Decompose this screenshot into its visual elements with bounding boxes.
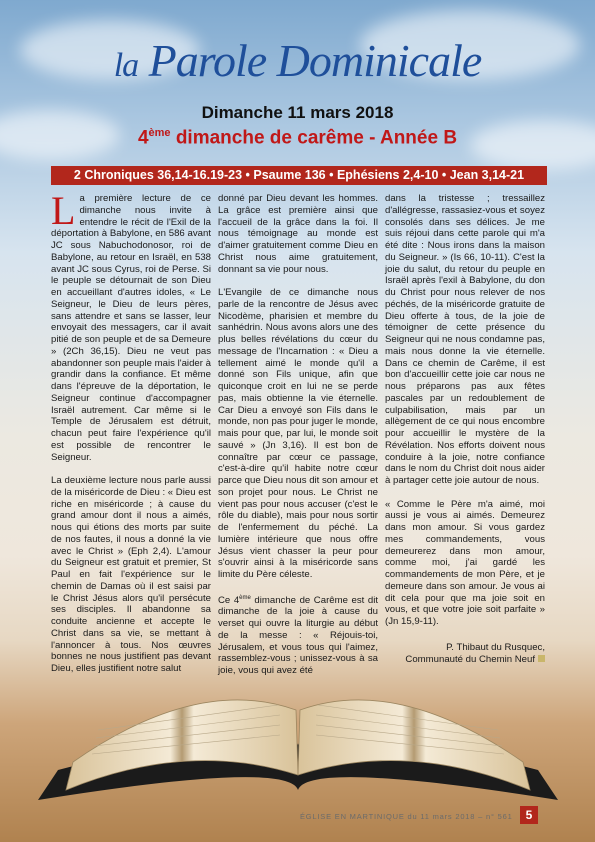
paragraph: donné par Dieu devant les hommes. La grâce est première ainsi que l'accueil de la grâce dans la foi. Il nous témoignage au monde est d'aimer gratuitement comme Dieu en Christ nous aime gratuitement, donnant sa vie pour nous. <box>218 193 378 275</box>
article-column-3 <box>385 193 545 666</box>
page-title <box>0 127 595 149</box>
author-org: Communauté du Chemin Neuf <box>385 654 545 666</box>
paragraph-text: Ce 4 <box>218 594 240 606</box>
paragraph-text: a première lecture de ce dimanche nous invite à entendre le récit de l'Exil de la déportation à Babylone, en 586 avant JC sous Nabuchodonosor, roi de Babylone, au retour en Israël, en 538 avant JC sous Cyrus, roi de Perse. Si le peuple se détournait de son Dieu en accueillant d'autres idoles, « Le Seigneur, le Dieu de leurs pères, sans attendre et sans se lasser, leur envoyait des messagers, car il avait pitié de son peuple et de sa Demeure » (2Ch 36,15). Dieu ne veut pas abandonner son peuple mais l'aider à grandir dans la confiance. Et même dans l'épreuve de la déportation, le Seigneur continue d'accompagner Israël autrement. Car même si le Temple de Jérusalem est détruit, chacun peut faire l'expérience qu'il est possible de rencontrer le Seigneur. <box>51 193 211 463</box>
sunday-number: 4 <box>137 127 149 149</box>
masthead-title-small: la <box>113 47 139 84</box>
page-number: 5 <box>520 806 538 824</box>
masthead-title <box>0 34 595 87</box>
author-name: P. Thibaut du Rusquec, <box>446 641 545 653</box>
page-date: Dimanche 11 mars 2018 <box>201 103 394 122</box>
paragraph: dans la tristesse ; tressaillez d'allégresse, rassasiez-vous et soyez consolés dans ses délices. Je me suis réjoui dans cette parole qui m'a été dite : Nous irons dans la maison du Seigneur. » (Is 66, 10-11). C'est la joie du salut, du retour du peuple en Israël après l'exil à Babylone, du don du Christ pour nous relever de nos péchés, de la miséricorde gratuite de Dieu offerte à tous, de la joie de témoigner de cette présence du Seigneur qui ne nous condamne pas, mais nous donne la vie éternelle. Dans ce chemin de Carême, il est bon d'accueillir cette joie car nous ne nous préparons pas aux fêtes pascales par un redoublement de culpabilisation, mais par un allègement de ce qui nous encombre pour accueillir le mystère de la Révélation. Nos efforts doivent nous conduire à la joie, notre confiance dans le nom du Christ doit nous aider à partager cette joie autour de nous. <box>385 193 545 486</box>
drop-cap: L <box>51 188 76 233</box>
readings-banner: 2 Chroniques 36,14-16.19-23 • Psaume 136 • Ephésiens 2,4-10 • Jean 3,14-21 <box>51 166 547 185</box>
paragraph <box>51 188 211 463</box>
article-column-2 <box>218 193 378 689</box>
footer-text: ÉGLISE EN MARTINIQUE du 11 mars 2018 – n° 561 <box>300 812 513 821</box>
open-book-illustration <box>18 650 578 810</box>
paragraph: La deuxième lecture nous parle aussi de la miséricorde de Dieu : « Dieu est riche en miséricorde ; à cause du grand amour dont il nous a aimés, nous qui étions des morts par suite de nos fautes, il nous a donné la vie avec le Christ » (Eph 2,4). L'amour du Seigneur est gratuit et premier, St Paul en fait l'expérience sur le chemin de Damas où il est saisi par le Christ Jésus alors qu'il persécute ses disciples. Il abandonne sa conduite ancienne et accepte le Christ dans sa vie, se mettant à l'annoncer à tous. Nos œuvres bonnes ne nous justifient pas devant Dieu, elles justifient notre salut <box>51 475 211 674</box>
sunday-title: dimanche de carême - Année B <box>170 127 458 149</box>
superscript: ème <box>239 594 251 601</box>
paragraph-text: dimanche de Carême est dit dimanche de la joie à cause du verset qui ouvre la liturgie au début de la messe : « Réjouis-toi, Jérusalem, et vous tous qui l'aimez, rassemblez-vous ; unissez-vous à sa joie, vous qui avez été <box>218 594 378 677</box>
article-column-1 <box>51 188 211 687</box>
paragraph: L'Evangile de ce dimanche nous parle de la rencontre de Jésus avec Nicodème, pharisien et membre du sanhédrin. Nous avons alors une des plus belles révélations du cœur du message de l'Incarnation : « Dieu a tellement aimé le monde qu'il a donné son Fils unique, afin que quiconque croit en lui ne se perde pas, mais obtienne la vie éternelle. Car Dieu a envoyé son Fils dans le monde, non pas pour juger le monde, mais pour que, par lui, le monde soit sauvé » (Jn 3,16). Il est bon de connaître par cœur ce passage, c'est-à-dire qu'il habite notre cœur parce que Dieu nous dit son amour et son projet pour nous. Le Christ ne vient pas pour nous accuser (c'est le rôle du diable), mais pour nous sortir de l'enfermement du péché. La lumière intérieure que nous offre Jésus vient chasser la peur pour s'ouvrir ainsi à la miséricorde sans limite du Père céleste. <box>218 287 378 580</box>
masthead-title-main: Parole Dominicale <box>148 35 482 86</box>
sunday-number-sup: ème <box>148 127 171 139</box>
paragraph: « Comme le Père m'a aimé, moi aussi je vous ai aimés. Demeurez dans mon amour. Si vous gardez mes commandements, vous demeurerez dans mon amour, comme moi, j'ai gardé les commandements de mon Père, et je demeure dans son amour. Je vous ai dit cela pour que ma joie soit en vous, et que votre joie soit parfaite » (Jn 15,9-11). <box>385 498 545 627</box>
